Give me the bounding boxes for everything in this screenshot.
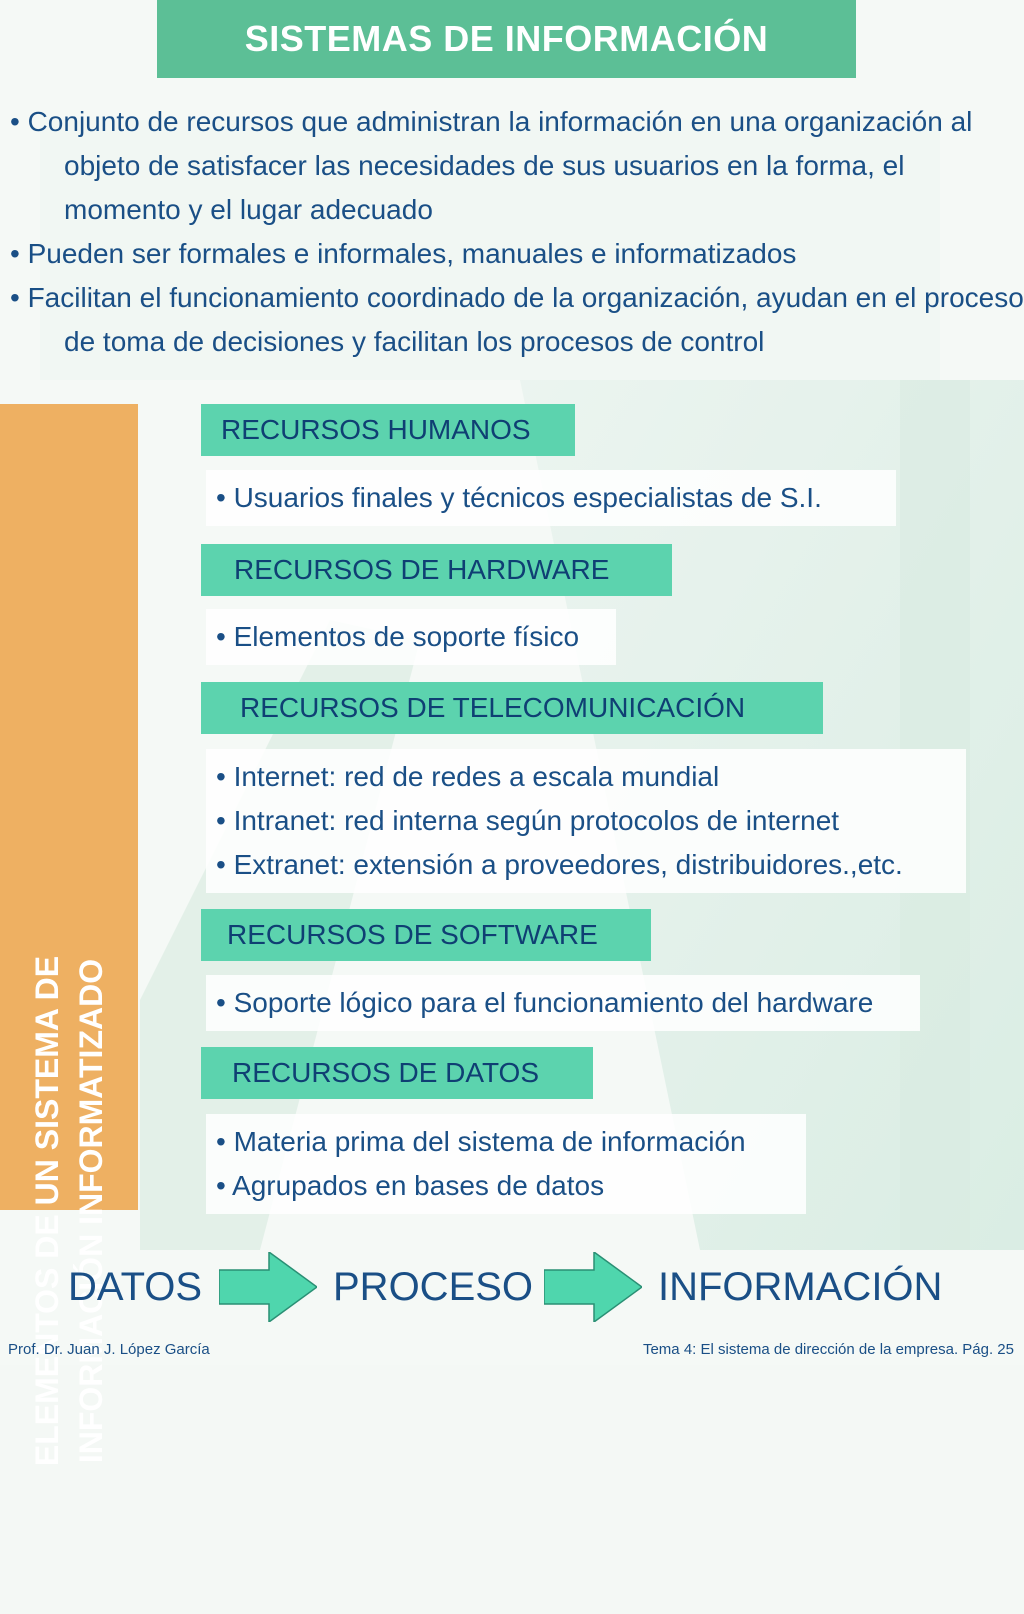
- resource-bullet: • Materia prima del sistema de información: [216, 1126, 746, 1157]
- sidebar-label: [25, 808, 113, 1614]
- resource-heading-humanos: RECURSOS HUMANOS: [201, 404, 575, 456]
- page-title: SISTEMAS DE INFORMACIÓN: [157, 0, 856, 78]
- sidebar-label-line2: INFORMACIÓN INFORMATIZADO: [73, 958, 109, 1464]
- resource-heading-hardware: RECURSOS DE HARDWARE: [201, 544, 672, 596]
- flow-step-proceso: PROCESO: [333, 1265, 534, 1309]
- resource-bullet: • Extranet: extensión a proveedores, distribuidores.,etc.: [216, 849, 903, 880]
- intro-item: • Conjunto de recursos que administran la información en una organización al objeto de satisfacer las necesidades de sus usuarios en la forma, el momento y el lugar adecuado: [10, 106, 973, 225]
- intro-item: • Facilitan el funcionamiento coordinado de la organización, ayudan en el proceso de toma de decisiones y facilitan los procesos de control: [10, 282, 1024, 357]
- footer-page: Tema 4: El sistema de dirección de la empresa. Pág. 25: [642, 1341, 1014, 1358]
- resource-box-hardware: [206, 609, 616, 665]
- resource-bullet: • Elementos de soporte físico: [216, 621, 580, 652]
- resource-box-telecomunicacion: [206, 749, 966, 893]
- resource-heading-software: RECURSOS DE SOFTWARE: [201, 909, 651, 961]
- resource-bullet: • Agrupados en bases de datos: [216, 1170, 605, 1201]
- resource-heading-telecomunicacion: RECURSOS DE TELECOMUNICACIÓN: [201, 682, 823, 734]
- intro-item: • Pueden ser formales e informales, manuales e informatizados: [10, 238, 797, 269]
- arrow-right-icon: [544, 1252, 642, 1322]
- sidebar-label-line1: ELEMENTOS DE UN SISTEMA DE: [29, 955, 65, 1467]
- resource-bullet: • Intranet: red interna según protocolos de internet: [216, 805, 840, 836]
- intro-list: [0, 100, 1024, 364]
- resource-bullet: • Internet: red de redes a escala mundial: [216, 761, 720, 792]
- footer-author: Prof. Dr. Juan J. López García: [8, 1341, 210, 1358]
- resource-box-datos: [206, 1114, 806, 1214]
- resource-bullet: • Usuarios finales y técnicos especialistas de S.I.: [216, 482, 822, 513]
- resource-box-humanos: [206, 470, 896, 526]
- resource-box-software: [206, 975, 920, 1031]
- flow-step-datos: DATOS: [68, 1265, 203, 1309]
- flow-step-informacion: INFORMACIÓN: [658, 1265, 943, 1309]
- resource-heading-datos: RECURSOS DE DATOS: [201, 1047, 593, 1099]
- arrow-right-icon: [219, 1252, 317, 1322]
- resource-bullet: • Soporte lógico para el funcionamiento del hardware: [216, 987, 874, 1018]
